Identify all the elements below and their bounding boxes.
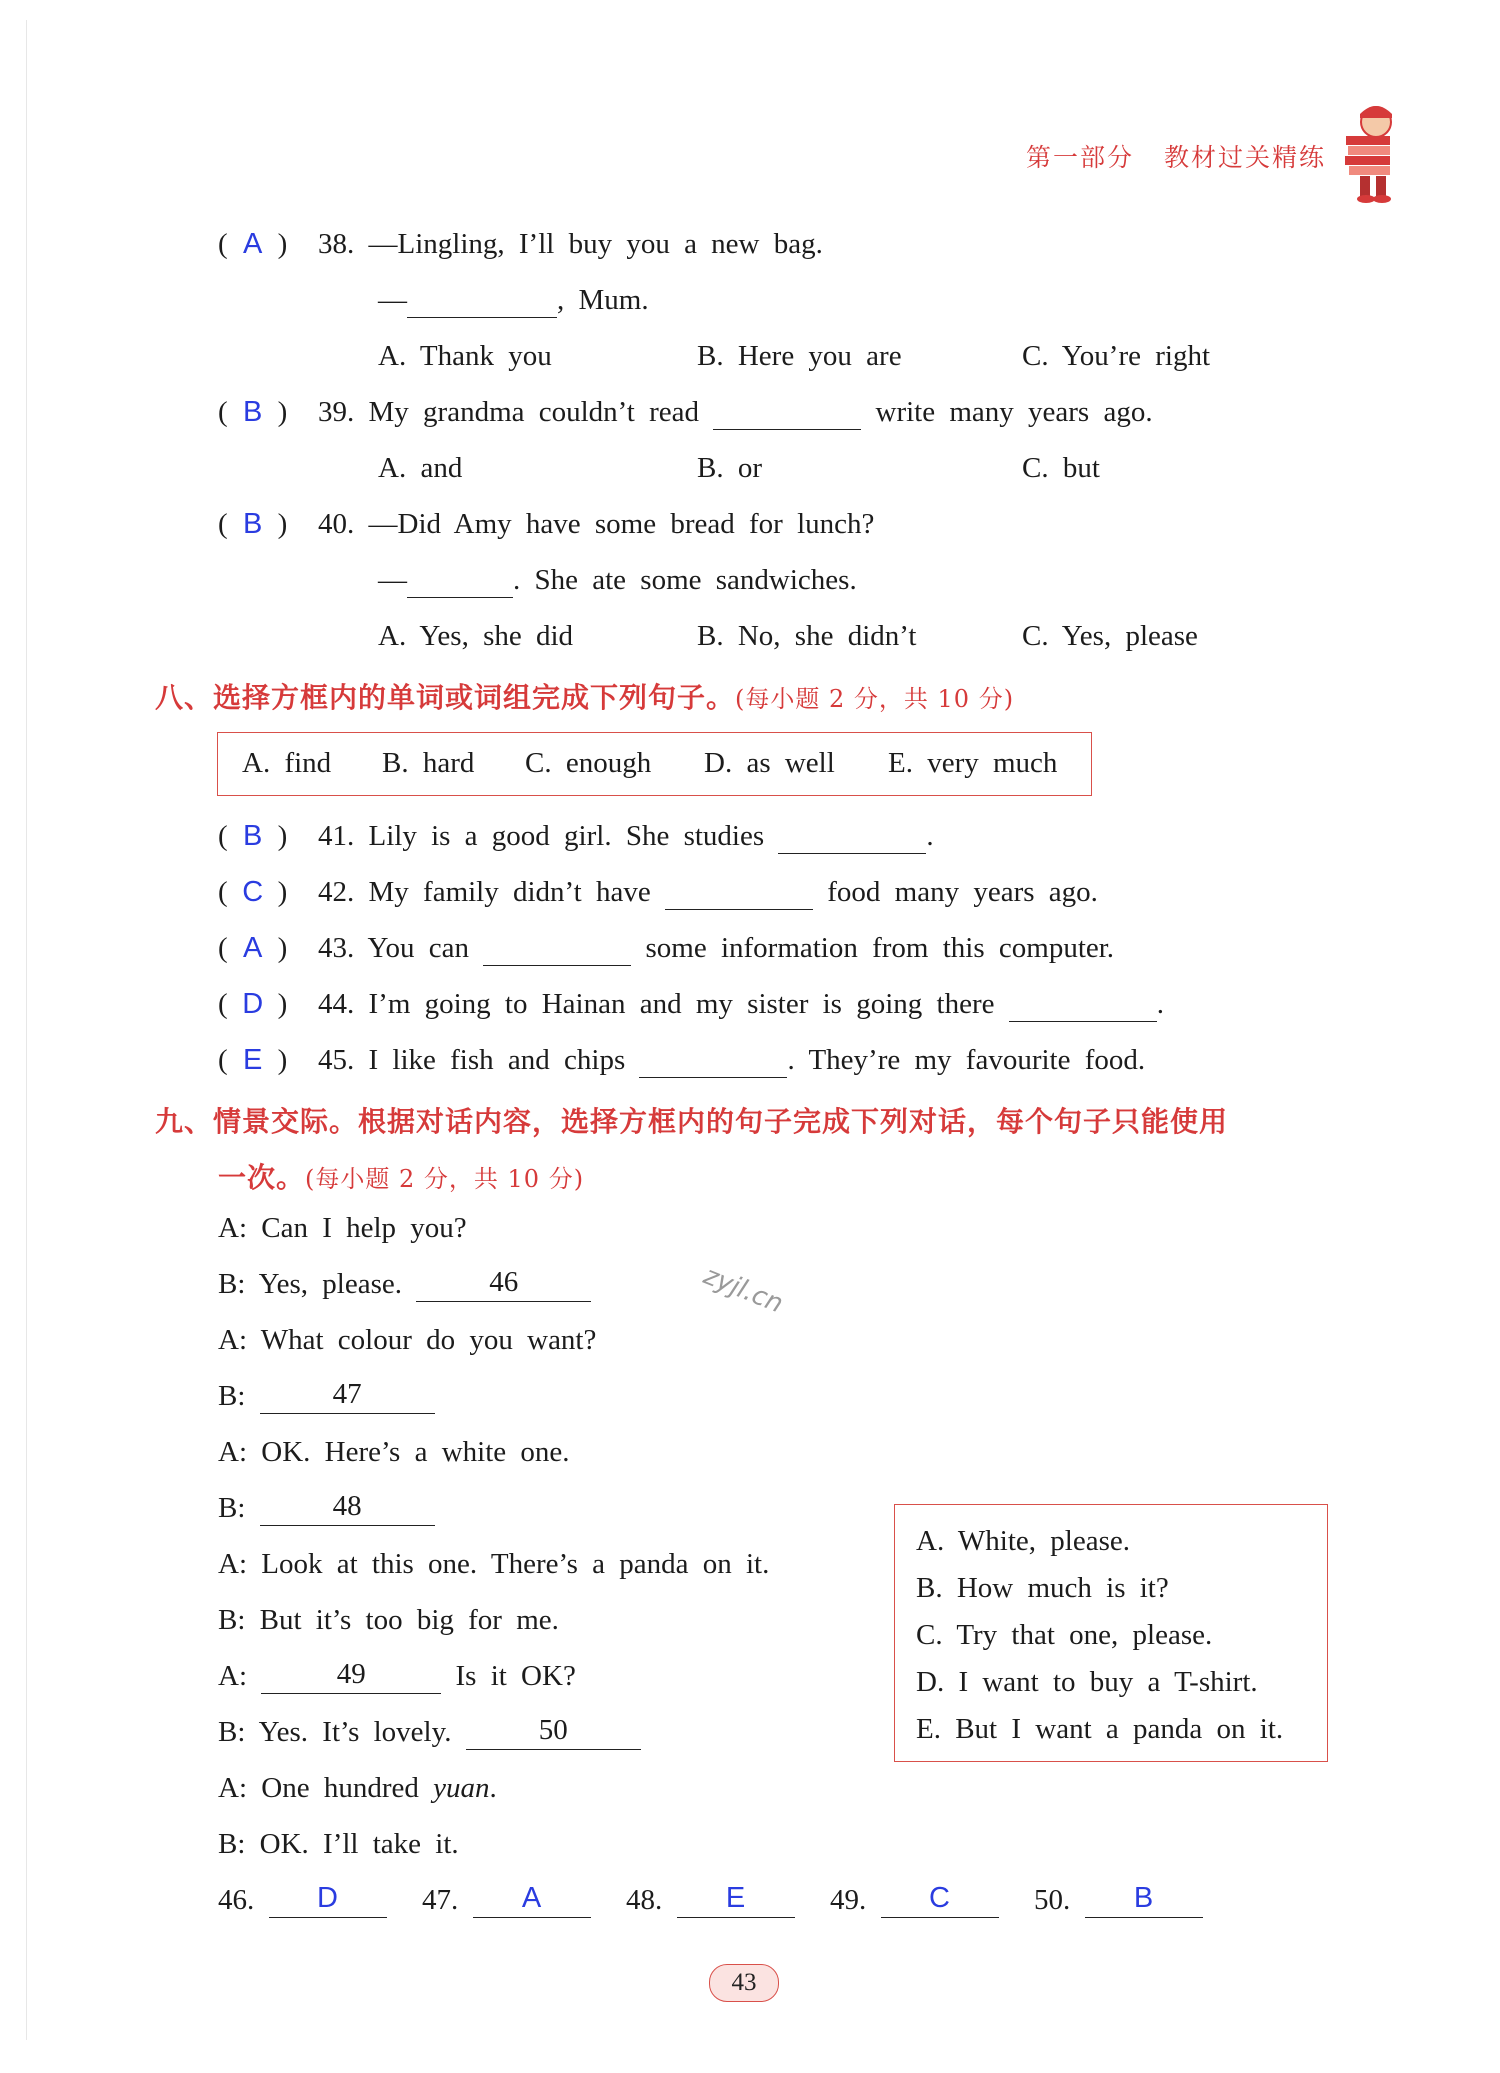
question-45: ( E ) 45. I like fish and chips . They’re my favourite food.	[218, 1044, 1146, 1076]
dialog-line-11: A: One hundred yuan.	[218, 1772, 497, 1804]
sentence-option-e: E. But I want a panda on it.	[916, 1713, 1284, 1745]
answer-row-46: 46. D	[218, 1884, 387, 1918]
header-part: 第一部分	[1026, 143, 1135, 172]
option-39-c: C. but	[1022, 452, 1100, 484]
option-40-c: C. Yes, please	[1022, 620, 1198, 652]
section-8-note: (每小题 2 分，共 10 分)	[735, 685, 1015, 713]
question-39: ( B ) 39. My grandma couldn’t read write many years ago.	[218, 396, 1153, 428]
option-39-a: A. and	[378, 452, 463, 484]
dialog-line-2: B: Yes, please. 46	[218, 1268, 591, 1302]
section-8-title: 八、选择方框内的单词或词组完成下列句子。(每小题 2 分，共 10 分)	[155, 681, 1015, 714]
dialog-line-8: B: But it’s too big for me.	[218, 1604, 559, 1636]
answer-44: D	[242, 988, 264, 1020]
dialog-line-1: A: Can I help you?	[218, 1212, 467, 1244]
answer-45: E	[243, 1044, 263, 1076]
word-box-option-b: B. hard	[382, 747, 475, 779]
dialog-line-9: A: 49 Is it OK?	[218, 1658, 576, 1692]
option-38-c: C. You’re right	[1022, 340, 1211, 372]
section-9-note: (每小题 2 分，共 10 分)	[305, 1165, 585, 1193]
blank-40	[407, 564, 513, 598]
sentence-option-a: A. White, please.	[916, 1525, 1130, 1557]
answer-40: B	[243, 508, 263, 540]
answer-row-47: 47. A	[422, 1884, 591, 1918]
answer-48: E	[725, 1882, 746, 1914]
blank-47: 47	[260, 1380, 435, 1414]
blank-44	[1009, 988, 1157, 1022]
answer-49: C	[929, 1882, 950, 1914]
answer-43: A	[243, 932, 263, 964]
answer-38: A	[243, 228, 263, 260]
blank-49: 49	[261, 1660, 441, 1694]
blank-45	[639, 1044, 787, 1078]
blank-39	[713, 396, 861, 430]
page-edge-line	[26, 20, 27, 2040]
section-9-title-2: 一次。(每小题 2 分，共 10 分)	[218, 1161, 585, 1194]
option-38-a: A. Thank you	[378, 340, 552, 372]
sentence-option-c: C. Try that one, please.	[916, 1619, 1213, 1651]
dialog-line-6: B: 48	[218, 1492, 435, 1526]
blank-43	[483, 932, 631, 966]
reading-boy-icon	[1340, 100, 1404, 204]
dialog-line-10: B: Yes. It’s lovely. 50	[218, 1716, 641, 1750]
blank-41	[778, 820, 926, 854]
blank-38	[407, 284, 557, 318]
dialog-line-4: B: 47	[218, 1380, 435, 1414]
word-box-option-d: D. as well	[704, 747, 835, 779]
word-box-option-a: A. find	[242, 747, 332, 779]
option-38-b: B. Here you are	[697, 340, 902, 372]
dialog-line-3: A: What colour do you want?	[218, 1324, 597, 1356]
question-42: ( C ) 42. My family didn’t have food many years ago.	[218, 876, 1098, 908]
sentence-option-b: B. How much is it?	[916, 1572, 1169, 1604]
word-box-option-c: C. enough	[525, 747, 652, 779]
header-title: 教材过关精练	[1164, 143, 1327, 172]
blank-48: 48	[260, 1492, 435, 1526]
option-40-a: A. Yes, she did	[378, 620, 574, 652]
question-40-reply: — . She ate some sandwiches.	[378, 564, 857, 596]
answer-row-49: 49. C	[830, 1884, 999, 1918]
blank-46: 46	[416, 1268, 591, 1302]
dialog-line-7: A: Look at this one. There’s a panda on it.	[218, 1548, 770, 1580]
question-43: ( A ) 43. You can some information from this computer.	[218, 932, 1115, 964]
q38-prompt: —Lingling, I’ll buy you a new bag.	[368, 228, 823, 260]
word-box-option-e: E. very much	[888, 747, 1058, 779]
sentence-option-d: D. I want to buy a T-shirt.	[916, 1666, 1258, 1698]
blank-42	[665, 876, 813, 910]
blank-50: 50	[466, 1716, 641, 1750]
question-40: ( B ) 40. —Did Amy have some bread for lunch?	[218, 508, 875, 540]
answer-row-50: 50. B	[1034, 1884, 1203, 1918]
watermark: zyjl.cn	[699, 1260, 788, 1320]
answer-41: B	[243, 820, 263, 852]
section-9-title: 九、情景交际。根据对话内容，选择方框内的句子完成下列对话，每个句子只能使用	[155, 1105, 1229, 1138]
question-38: ( A ) 38. —Lingling, I’ll buy you a new bag.	[218, 228, 823, 260]
question-41: ( B ) 41. Lily is a good girl. She studies .	[218, 820, 934, 852]
answer-42: C	[242, 876, 264, 908]
question-44: ( D ) 44. I’m going to Hainan and my sister is going there .	[218, 988, 1164, 1020]
option-39-b: B. or	[697, 452, 762, 484]
answer-39: B	[243, 396, 263, 428]
answer-47: A	[521, 1882, 542, 1914]
dialog-line-12: B: OK. I’ll take it.	[218, 1828, 459, 1860]
page-number: 43	[709, 1964, 779, 2002]
option-40-b: B. No, she didn’t	[697, 620, 917, 652]
answer-row-48: 48. E	[626, 1884, 795, 1918]
answer-50: B	[1133, 1882, 1154, 1914]
dialog-line-5: A: OK. Here’s a white one.	[218, 1436, 570, 1468]
question-38-reply: — , Mum.	[378, 284, 649, 316]
answer-46: D	[317, 1882, 338, 1914]
